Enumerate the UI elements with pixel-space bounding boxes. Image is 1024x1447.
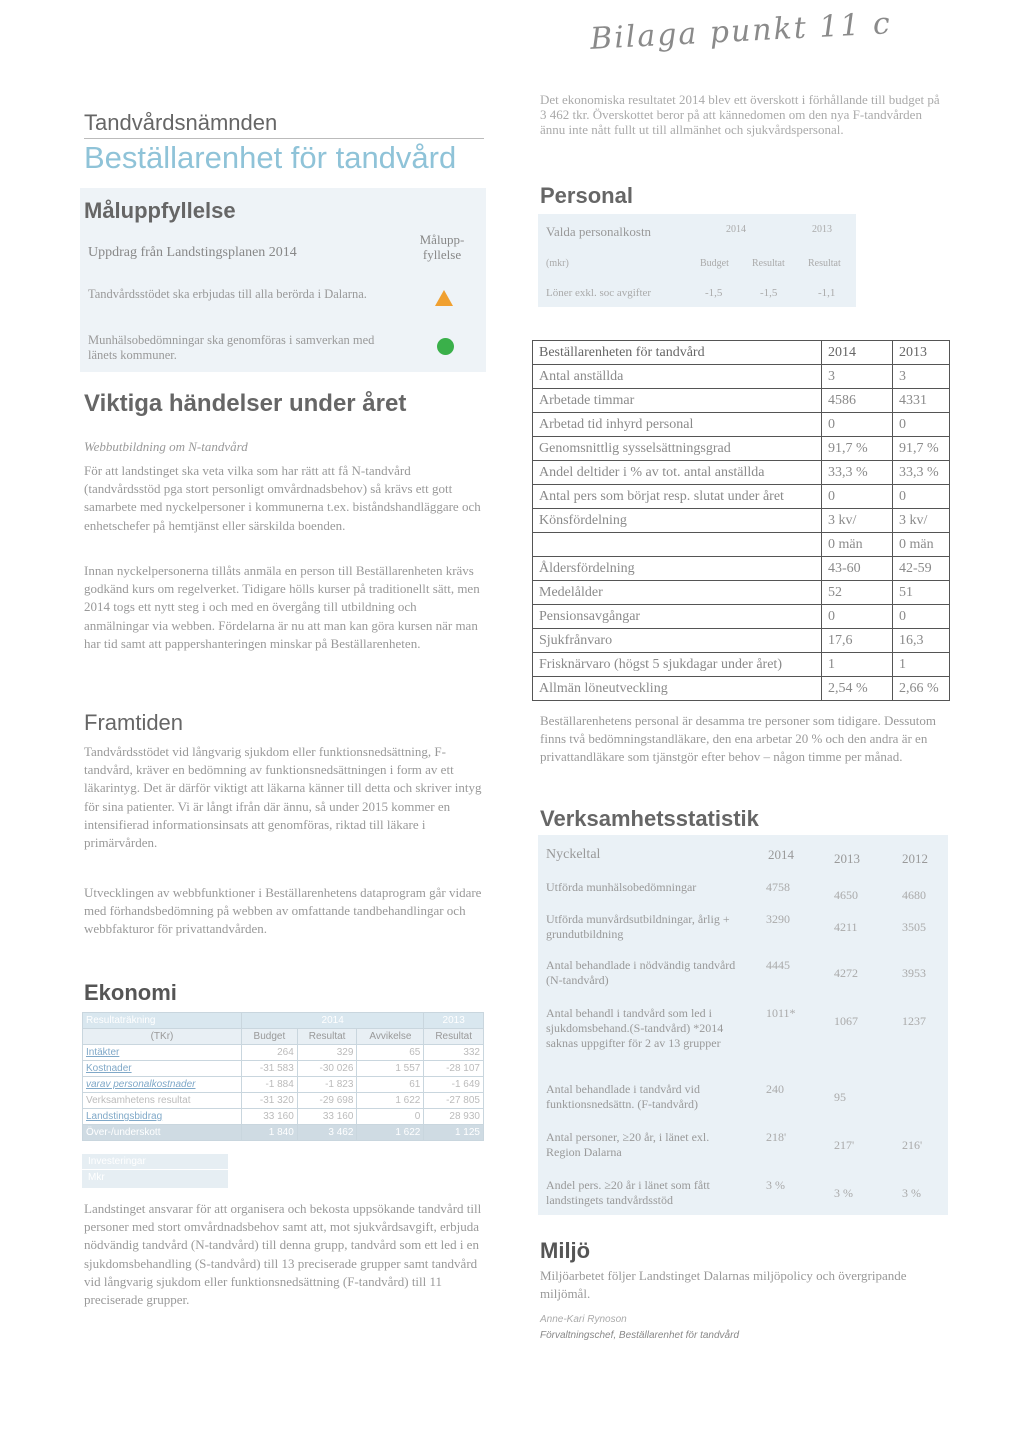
- column-header: Budget: [241, 1029, 297, 1045]
- column-header: Resultat: [808, 258, 841, 269]
- cell: -1,5: [705, 287, 723, 299]
- cell: 0: [822, 605, 893, 629]
- statistics-label: Utförda munvårdsutbildningar, årlig + grundutbildning: [546, 912, 730, 941]
- row-label: Könsfördelning: [533, 509, 822, 533]
- unit-label: (TKr): [83, 1029, 242, 1045]
- warning-triangle-icon: [435, 290, 453, 306]
- table-row: [533, 461, 950, 485]
- table-row: [83, 1077, 484, 1093]
- cell: 1 557: [357, 1061, 424, 1077]
- page-title: Beställarenhet för tandvård: [84, 140, 457, 175]
- table-row: [83, 1093, 484, 1109]
- table-row: [83, 1125, 484, 1141]
- cell: 1: [893, 653, 950, 677]
- cell: 17,6: [822, 629, 893, 653]
- investments-label: Investeringar: [82, 1154, 228, 1170]
- cell: -30 026: [297, 1061, 357, 1077]
- future-paragraph: Tandvårdsstödet vid långvarig sjukdom eller funktionsnedsättning, F-tandvård, kräver en bedömning av funktionsnedsättningen i form av ett läkarintyg. Det är därför viktigt att läkarna känner till detta och skriver intyg för sina patienter. Vi är långt ifrån där ännu, så under 2015 kommer en intensifierad informationsinsats att genomföras, riktad till läkare i primärvården.: [84, 744, 482, 851]
- cell: 0: [822, 485, 893, 509]
- personnel-table: [532, 340, 950, 701]
- investments-box: [82, 1154, 228, 1188]
- year-header: 2013: [812, 224, 832, 235]
- economy-heading: Ekonomi: [84, 980, 177, 1005]
- result-paragraph: Det ekonomiska resultatet 2014 blev ett överskott i förhållande till budget på 3 462 tkr. Överskottet beror på att kännedomen om den nya F-tandvården ännu inte nått fullt ut till allmänhet och sjukvårdspersonal.: [540, 92, 940, 137]
- cell: 33 160: [241, 1109, 297, 1125]
- personnel-costs-title: Valda personalkostn: [546, 224, 652, 239]
- cell: 43-60: [822, 557, 893, 581]
- row-label: Medelålder: [533, 581, 822, 605]
- statistics-value: 1011*: [766, 1006, 796, 1020]
- cell: 52: [822, 581, 893, 605]
- cell: -1 823: [297, 1077, 357, 1093]
- cell: -27 805: [424, 1093, 484, 1109]
- cell: -1,1: [818, 287, 836, 299]
- table-row: [533, 437, 950, 461]
- organization-name: Tandvårdsnämnden: [84, 110, 278, 135]
- cell: 0: [357, 1109, 424, 1125]
- cell: 3 462: [297, 1125, 357, 1141]
- table-row: [533, 629, 950, 653]
- signature-title: Förvaltningschef, Beställarenhet för tandvård: [540, 1330, 739, 1341]
- cell: 65: [357, 1045, 424, 1061]
- cell: -1 884: [241, 1077, 297, 1093]
- table-row: [533, 509, 950, 533]
- cell: 3 kv/: [893, 509, 950, 533]
- cell: 91,7 %: [822, 437, 893, 461]
- statistics-value: 4758: [766, 880, 790, 894]
- column-header: 2012: [902, 851, 928, 866]
- cell: 33,3 %: [893, 461, 950, 485]
- row-label: Allmän löneutveckling: [533, 677, 822, 701]
- row-label: varav personalkostnader: [83, 1077, 242, 1093]
- goal-item: Tandvårdsstödet ska erbjudas till alla berörda i Dalarna.: [88, 287, 367, 301]
- cell: 0: [893, 605, 950, 629]
- cell: 264: [241, 1045, 297, 1061]
- table-row: [83, 1061, 484, 1077]
- statistics-value: 95: [834, 1090, 846, 1104]
- economy-paragraph: Landstinget ansvarar för att organisera och bekosta uppsökande tandvård till personer med stort omvårdnadsbehov samt att, mot sjukvårdsavgift, erbjuda nödvändig tandvård (N-tandvård) till denna grupp, tandvård som ett led i en sjukdomsbehandling (S-tandvård) till 13 preciserade grupper samt tandvård vid långvarig sjukdom eller funktionsnedsättning (F-tandvård) till 11 preciserade grupper.: [84, 1201, 482, 1308]
- statistics-value: 4272: [834, 966, 858, 980]
- statistics-label: Utförda munhälsobedömningar: [546, 880, 697, 894]
- statistics-value: 218': [766, 1130, 787, 1144]
- row-label: Frisknärvaro (högst 5 sjukdagar under året): [533, 653, 822, 677]
- personnel-heading: Personal: [540, 183, 633, 208]
- goals-column-header: Uppdrag från Landstingsplanen 2014: [88, 245, 297, 260]
- ok-circle-icon: [437, 338, 454, 355]
- events-paragraph: För att landstinget ska veta vilka som har rätt att få N-tandvård (tandvårdsstöd pga stort personligt omvårdnadsbehov) så krävs ett gott samarbete med nyckelpersoner i kommunerna t.ex. biståndshandläggare och enhetschefer på hemtjänst eller särskilda boenden.: [84, 463, 481, 533]
- statistics-value: 3953: [902, 966, 926, 980]
- table-row: [533, 677, 950, 701]
- column-header: 2013: [834, 851, 860, 866]
- cell: -29 698: [297, 1093, 357, 1109]
- row-label: Intäkter: [83, 1045, 242, 1061]
- row-label: Kostnader: [83, 1061, 242, 1077]
- column-header: Resultat: [297, 1029, 357, 1045]
- column-header: Avvikelse: [357, 1029, 424, 1045]
- cell: 51: [893, 581, 950, 605]
- cell: 1 622: [357, 1093, 424, 1109]
- row-label: Antal pers som börjat resp. slutat under året: [533, 485, 822, 509]
- unit-label: (mkr): [546, 258, 569, 269]
- events-paragraph: Innan nyckelpersonerna tillåts anmäla en person till Beställarenheten krävs godkänd kurs om regelverket. Tidigare hölls kurser på traditionellt sätt, men 2014 togs ett nytt steg i och med en övergång till utbildning och anmälningar via webben. Fördelarna är nu att man kan göra kursen när man har tid samt att pappershanteringen minskar på Beställarenheten.: [84, 563, 480, 651]
- cell: -1 649: [424, 1077, 484, 1093]
- statistics-value: 3290: [766, 912, 790, 926]
- environment-paragraph: Miljöarbetet följer Landstinget Dalarnas miljöpolicy och övergripande miljömål.: [540, 1268, 907, 1301]
- statistics-value: 4445: [766, 958, 790, 972]
- column-header: 2013: [893, 341, 950, 365]
- cell: 3: [822, 365, 893, 389]
- table-row: [533, 557, 950, 581]
- goals-heading: Måluppfyllelse: [84, 198, 236, 223]
- statistics-value: 217': [834, 1138, 855, 1152]
- table-row: [533, 581, 950, 605]
- statistics-value: 3 %: [834, 1186, 853, 1200]
- year-header: 2013: [424, 1013, 484, 1029]
- cell: -28 107: [424, 1061, 484, 1077]
- personnel-table-body: [533, 365, 950, 701]
- cell: 61: [357, 1077, 424, 1093]
- cell: 0 män: [822, 533, 893, 557]
- statistics-value: 4211: [834, 920, 858, 934]
- goal-item: Munhälsobedömningar ska genomföras i samverkan med länets kommuner.: [88, 333, 375, 362]
- table-row: [533, 485, 950, 509]
- events-heading: Viktiga händelser under året: [84, 390, 407, 417]
- statistics-label: Andel pers. ≥20 år i länet som fått landstingets tandvårdsstöd: [546, 1178, 710, 1207]
- header-rule: [84, 138, 484, 139]
- table-row: [533, 365, 950, 389]
- column-header: 2014: [822, 341, 893, 365]
- statistics-value: 3 %: [902, 1186, 921, 1200]
- statistics-value: 4680: [902, 888, 926, 902]
- cell: 4331: [893, 389, 950, 413]
- cell: 0 män: [893, 533, 950, 557]
- column-header: Nyckeltal: [546, 847, 601, 862]
- statistics-value: 4650: [834, 888, 858, 902]
- year-header: 2014: [726, 224, 746, 235]
- table-row: [533, 389, 950, 413]
- row-label: Arbetad tid inhyrd personal: [533, 413, 822, 437]
- row-label: Antal anställda: [533, 365, 822, 389]
- cell: 0: [893, 413, 950, 437]
- environment-heading: Miljö: [540, 1238, 591, 1263]
- cell: 1: [822, 653, 893, 677]
- row-label: Pensionsavgångar: [533, 605, 822, 629]
- table-header-row: [83, 1029, 484, 1045]
- table-title: Resultaträkning: [83, 1013, 242, 1029]
- cell: -1,5: [760, 287, 778, 299]
- table-row: [83, 1109, 484, 1125]
- table-row: [533, 605, 950, 629]
- table-row: [533, 653, 950, 677]
- future-paragraph: Utvecklingen av webbfunktioner i Beställarenhetens dataprogram går vidare med förhandsbedömning på webben av omfattande tandbehandlingar och webbfakturor för privattandvården.: [84, 885, 482, 937]
- statistics-value: 3505: [902, 920, 926, 934]
- row-label: Andel deltider i % av tot. antal anställda: [533, 461, 822, 485]
- cell: 3 kv/: [822, 509, 893, 533]
- goals-status-header: Målupp-fyllelse: [419, 232, 465, 262]
- cell: 329: [297, 1045, 357, 1061]
- table-row: [533, 533, 950, 557]
- cell: 3: [893, 365, 950, 389]
- statistics-value: 1237: [902, 1014, 926, 1028]
- cell: 332: [424, 1045, 484, 1061]
- column-header: Budget: [700, 258, 729, 269]
- cell: 42-59: [893, 557, 950, 581]
- row-label: Åldersfördelning: [533, 557, 822, 581]
- column-header: 2014: [768, 847, 794, 862]
- statistics-heading: Verksamhetsstatistik: [540, 806, 759, 831]
- table-row: [83, 1045, 484, 1061]
- statistics-value: 3 %: [766, 1178, 785, 1192]
- cell: 2,66 %: [893, 677, 950, 701]
- cell: 2,54 %: [822, 677, 893, 701]
- cell: -31 320: [241, 1093, 297, 1109]
- future-heading: Framtiden: [84, 710, 184, 735]
- cell: 28 930: [424, 1109, 484, 1125]
- personnel-paragraph: Beställarenhetens personal är desamma tre personer som tidigare. Dessutom finns två bedömningstandläkare, den ena arbetar 20 % och den andra är en privattandläkare som tjänstgör efter behov – någon timme per månad.: [540, 713, 937, 764]
- cell: 0: [893, 485, 950, 509]
- row-label: Löner exkl. soc avgifter: [546, 287, 652, 299]
- signature-name: Anne-Kari Rynoson: [540, 1314, 627, 1325]
- table-header-row: [83, 1013, 484, 1029]
- statistics-label: Antal personer, ≥20 år, i länet exl. Region Dalarna: [546, 1130, 710, 1159]
- handwritten-note: Bilaga punkt 11 c: [589, 6, 893, 57]
- table-header-row: [533, 341, 950, 365]
- cell: 1 840: [241, 1125, 297, 1141]
- cell: 16,3: [893, 629, 950, 653]
- row-label: Verksamhetens resultat: [83, 1093, 242, 1109]
- row-label: Över-/underskott: [83, 1125, 242, 1141]
- column-header: Resultat: [752, 258, 785, 269]
- row-label: Genomsnittlig sysselsättningsgrad: [533, 437, 822, 461]
- statistics-label: Antal behandlade i nödvändig tandvård (N-tandvård): [546, 958, 736, 987]
- row-label: [533, 533, 822, 557]
- row-label: Arbetade timmar: [533, 389, 822, 413]
- statistics-label: Antal behandl i tandvård som led i sjukdomsbehand.(S-tandvård) *2014 saknas uppgifter för 2 av 13 grupper: [546, 1006, 724, 1050]
- cell: 4586: [822, 389, 893, 413]
- events-subheading: Webbutbildning om N-tandvård: [84, 439, 248, 454]
- column-header: Beställarenheten för tandvård: [533, 341, 822, 365]
- income-statement-table: [82, 1012, 484, 1141]
- cell: 33 160: [297, 1109, 357, 1125]
- cell: 1 125: [424, 1125, 484, 1141]
- row-label: Landstingsbidrag: [83, 1109, 242, 1125]
- cell: 33,3 %: [822, 461, 893, 485]
- statistics-value: 1067: [834, 1014, 858, 1028]
- cell: -31 583: [241, 1061, 297, 1077]
- cell: 0: [822, 413, 893, 437]
- investments-unit: Mkr: [88, 1172, 105, 1183]
- cell: 1 622: [357, 1125, 424, 1141]
- table-row: [533, 413, 950, 437]
- row-label: Sjukfrånvaro: [533, 629, 822, 653]
- statistics-value: 216': [902, 1138, 923, 1152]
- cell: 91,7 %: [893, 437, 950, 461]
- statistics-label: Antal behandlade i tandvård vid funktionsnedsättn. (F-tandvård): [546, 1082, 700, 1111]
- year-header: 2014: [241, 1013, 423, 1029]
- statistics-value: 240: [766, 1082, 784, 1096]
- column-header: Resultat: [424, 1029, 484, 1045]
